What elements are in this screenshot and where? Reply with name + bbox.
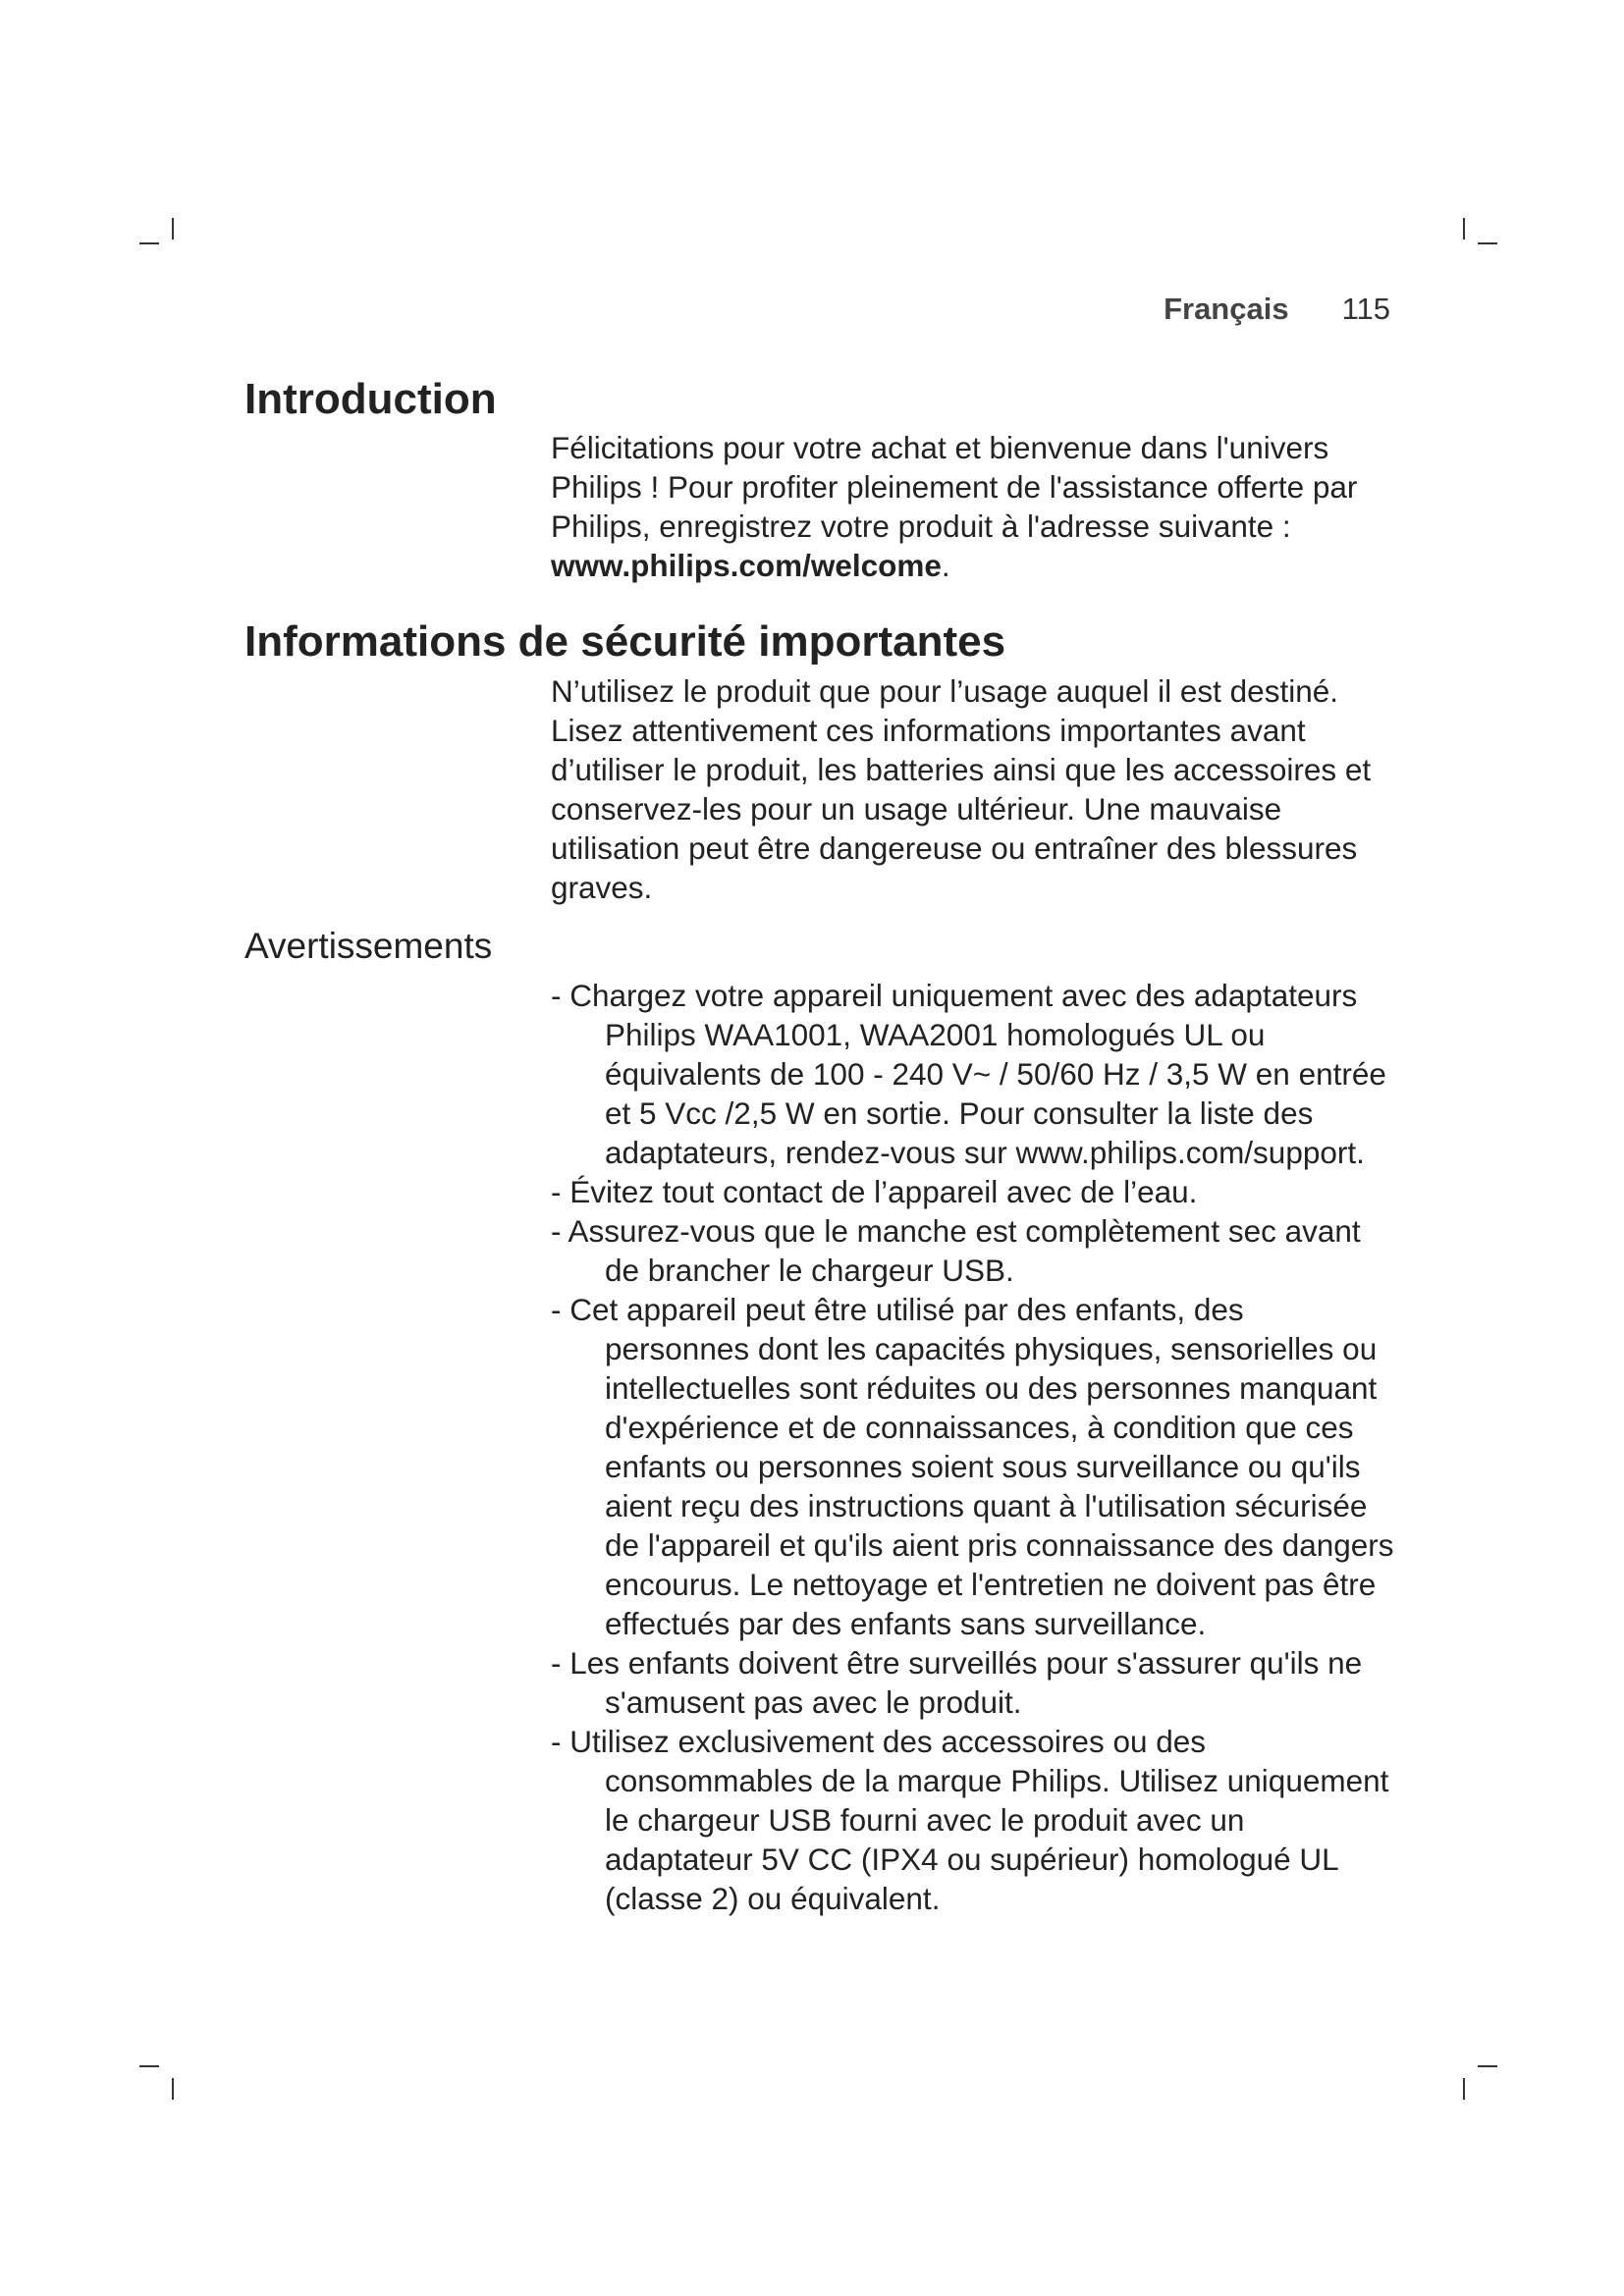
warning-item: - Les enfants doivent être surveillés pour s'assurer qu'ils ne s'amusent pas avec le produit. — [551, 1645, 1363, 1720]
crop-mark-bottom-right-v — [1463, 2078, 1465, 2100]
crop-mark-bottom-right-h — [1478, 2065, 1497, 2067]
introduction-body: Félicitations pour votre achat et bienvenue dans l'univers Philips ! Pour profiter pleinement de l'assistance offerte par Philips, enregistrez votre produit à l'adresse suivante : — [551, 430, 1358, 544]
crop-mark-top-left-v — [172, 218, 174, 240]
crop-mark-top-right-v — [1463, 218, 1465, 240]
warning-item: - Utilisez exclusivement des accessoires ou des consommables de la marque Philips. Utilisez uniquement le chargeur USB fourni avec le produit avec un adaptateur 5V CC (IPX4 ou supérieur) homologué UL (classe 2) ou équivalent. — [551, 1724, 1389, 1916]
warning-item: - Chargez votre appareil uniquement avec des adaptateurs Philips WAA1001, WAA2001 homologués UL ou équivalents de 100 - 240 V~ / 50/60 Hz / 3,5 W en entrée et 5 Vcc /2,5 W en sortie. Pour consulter la liste des adaptateurs, rendez-vous sur www.philips.com/support. — [551, 978, 1386, 1170]
running-header — [1164, 292, 1390, 327]
warning-item: - Évitez tout contact de l’appareil avec de l’eau. — [551, 1174, 1198, 1209]
warning-item: - Assurez-vous que le manche est complètement sec avant de brancher le chargeur USB. — [551, 1213, 1361, 1288]
crop-mark-top-right-h — [1478, 242, 1497, 244]
introduction-text — [551, 428, 1395, 585]
safety-text: N’utilisez le produit que pour l’usage auquel il est destiné. Lisez attentivement ces informations importantes avant d’utiliser le produit, les batteries ainsi que les accessoires et conservez-les pour un usage ultérieur. Une mauvaise utilisation peut être dangereuse ou entraîner des blessures graves. — [551, 673, 1372, 905]
header-language: Français — [1164, 292, 1289, 326]
page-number: 115 — [1341, 292, 1390, 326]
introduction-title: Introduction — [244, 375, 497, 423]
warning-item: - Cet appareil peut être utilisé par des enfants, des personnes dont les capacités physiques, sensorielles ou intellectuelles sont réduites ou des personnes manquant d'expérience et de connaissances, à condition que ces enfants ou personnes soient sous surveillance ou qu'ils aient reçu des instructions quant à l'utilisation sécurisée de l'appareil et qu'ils aient pris connaissance des dangers encourus. Le nettoyage et l'entretien ne doivent pas être effectués par des enfants sans surveillance. — [551, 1292, 1394, 1641]
crop-mark-bottom-left-v — [172, 2078, 174, 2100]
warnings-list — [551, 976, 1395, 1918]
warnings-title: Avertissements — [244, 926, 493, 966]
welcome-link[interactable]: www.philips.com/welcome — [551, 548, 942, 583]
safety-title: Informations de sécurité importantes — [244, 617, 1006, 666]
crop-mark-top-left-h — [139, 242, 159, 244]
crop-mark-bottom-left-h — [139, 2065, 159, 2067]
introduction-period: . — [941, 548, 950, 583]
